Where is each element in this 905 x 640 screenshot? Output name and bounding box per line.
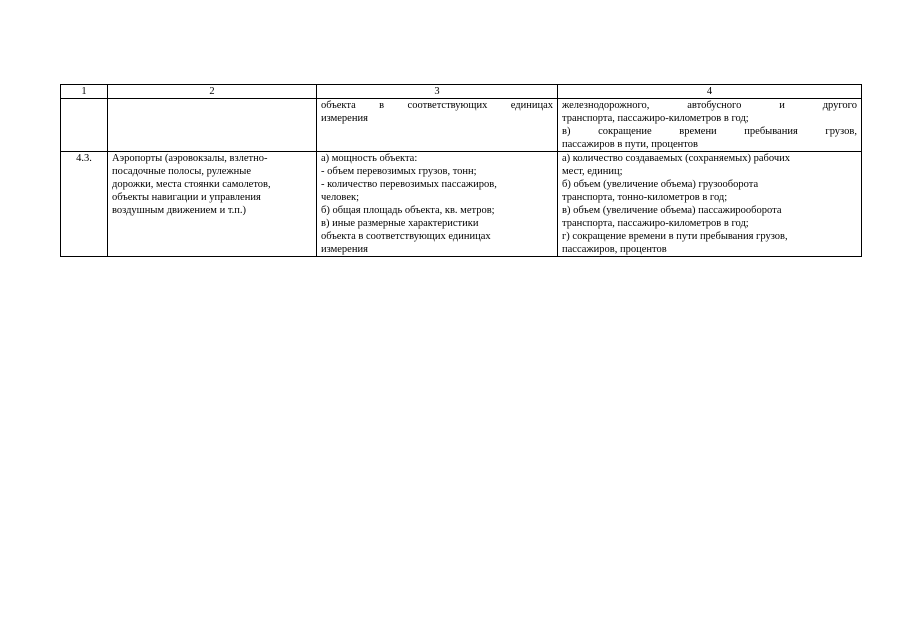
row2-characteristics-line: измерения bbox=[321, 244, 368, 255]
row1-object-cell bbox=[108, 99, 317, 152]
row1-characteristics-cell bbox=[317, 99, 558, 152]
row2-object-line: посадочные полосы, рулежные bbox=[112, 166, 251, 177]
row2-characteristics-line: - объем перевозимых грузов, тонн; bbox=[321, 166, 477, 177]
row2-indicators-line: транспорта, пассажиро-километров в год; bbox=[562, 218, 749, 229]
table-header-row bbox=[61, 85, 862, 99]
row2-object-line: воздушным движением и т.п.) bbox=[112, 205, 246, 216]
row2-characteristics-line: объекта в соответствующих единицах bbox=[321, 231, 491, 242]
row1-characteristics-line-1: объекта в соответствующих единицах bbox=[321, 100, 553, 111]
row1-indicators-line-4: пассажиров в пути, процентов bbox=[562, 139, 698, 150]
row2-number-cell: 4.3. bbox=[61, 152, 108, 257]
header-cell-4: 4 bbox=[558, 85, 862, 99]
word: автобусного bbox=[687, 100, 742, 111]
row1-number-cell bbox=[61, 99, 108, 152]
row2-characteristics-line: а) мощность объекта: bbox=[321, 153, 418, 164]
row1-characteristics-line-2: измерения bbox=[321, 113, 368, 124]
word: другого bbox=[822, 100, 857, 111]
row2-indicators-line: г) сокращение времени в пути пребывания грузов, bbox=[562, 231, 788, 242]
table-row-airports bbox=[61, 152, 862, 257]
row2-object-line: объекты навигации и управления bbox=[112, 192, 261, 203]
row1-indicators-cell bbox=[558, 99, 862, 152]
row1-indicators-line-3 bbox=[562, 125, 857, 138]
word: в) bbox=[562, 126, 571, 137]
row2-characteristics-line: б) общая площадь объекта, кв. метров; bbox=[321, 205, 495, 216]
row2-object-cell bbox=[108, 152, 317, 257]
row2-indicators-cell bbox=[558, 152, 862, 257]
row2-indicators-line: б) объем (увеличение объема) грузооборота bbox=[562, 179, 759, 190]
word: пребывания bbox=[744, 126, 798, 137]
row2-characteristics-line: человек; bbox=[321, 192, 360, 203]
word: железнодорожного, bbox=[562, 100, 650, 111]
row2-indicators-line: транспорта, тонно-километров в год; bbox=[562, 192, 728, 203]
row2-indicators-line: пассажиров, процентов bbox=[562, 244, 667, 255]
row2-indicators-line: мест, единиц; bbox=[562, 166, 623, 177]
row2-characteristics-line: в) иные размерные характеристики bbox=[321, 218, 479, 229]
header-cell-3: 3 bbox=[317, 85, 558, 99]
word: и bbox=[779, 100, 785, 111]
header-cell-1: 1 bbox=[61, 85, 108, 99]
row2-characteristics-cell bbox=[317, 152, 558, 257]
word: времени bbox=[679, 126, 717, 137]
row2-characteristics-line: - количество перевозимых пассажиров, bbox=[321, 179, 497, 190]
word: грузов, bbox=[825, 126, 857, 137]
row2-object-line: Аэропорты (аэровокзалы, взлетно- bbox=[112, 153, 268, 164]
word: сокращение bbox=[598, 126, 652, 137]
header-cell-2: 2 bbox=[108, 85, 317, 99]
table-row-continuation bbox=[61, 99, 862, 152]
data-table bbox=[60, 84, 862, 257]
row2-indicators-line: в) объем (увеличение объема) пассажирооборота bbox=[562, 205, 782, 216]
row1-indicators-line-1 bbox=[562, 99, 857, 112]
row1-indicators-line-2: транспорта, пассажиро-километров в год; bbox=[562, 113, 749, 124]
row2-indicators-line: а) количество создаваемых (сохраняемых) рабочих bbox=[562, 153, 790, 164]
row2-object-line: дорожки, места стоянки самолетов, bbox=[112, 179, 271, 190]
